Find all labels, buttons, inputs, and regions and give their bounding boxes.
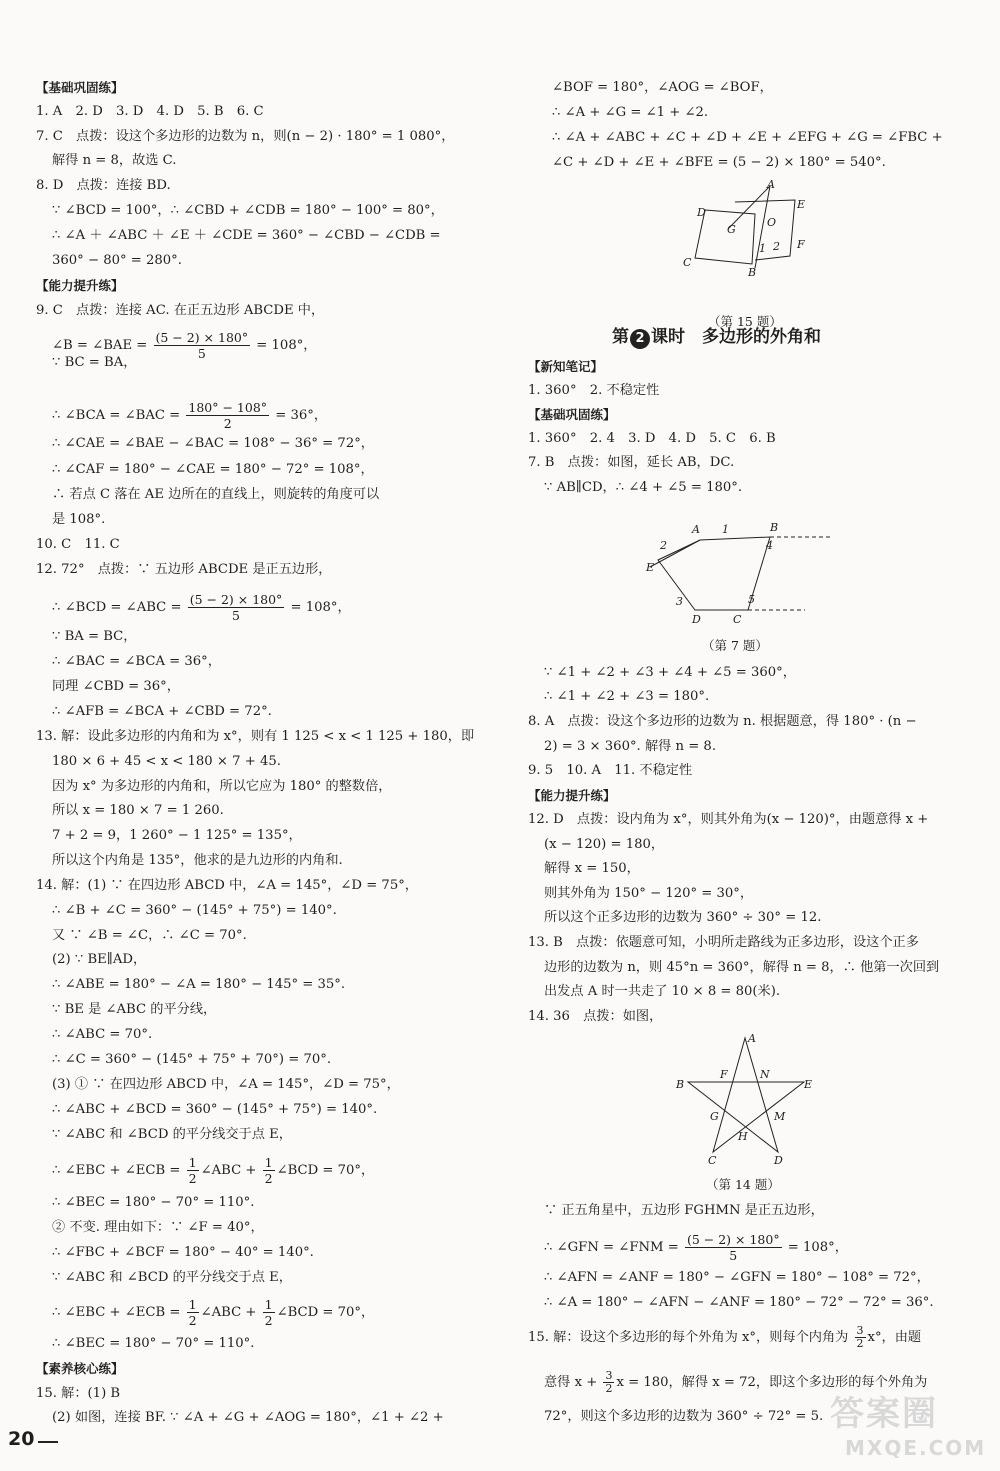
text-line: ∴ ∠ABE = 180° − ∠A = 180° − 145° = 35°. [52, 977, 346, 992]
text-line: ∴ ∠A + ∠ABC + ∠C + ∠D + ∠E + ∠EFG + ∠G = ∠FBC + [552, 130, 943, 145]
text-line: 10. C 11. C [36, 537, 120, 552]
text-line: 又 ∵ ∠B = ∠C，∴ ∠C = 70°. [52, 928, 247, 943]
q15-solution-line-1: 15. 解：设这个多边形的每个外角为 x°，则每个内角为 $\frac{3}{2}$ x°，由题 [528, 1324, 922, 1350]
text-line: 所以这个正多边形的边数为 360° ÷ 30° = 12. [544, 910, 822, 925]
text-line: 边形的边数为 n，则 45°n = 360°，解得 n = 8，∴ 他第一次回到 [544, 960, 940, 975]
text-line: 1. 360° 2. 4 3. D 4. D 5. C 6. B [528, 431, 776, 446]
q14-ebc-formula-1: ∴ ∠EBC + ∠ECB = $\frac{1}{2}$ ∠ABC + $\frac{1}{2}$ ∠BCD = 70°， [52, 1155, 375, 1186]
text-line: 同理 ∠CBD = 36°， [52, 679, 180, 694]
text-line: ∵ 正五角星中，五边形 FGHMN 是正五边形， [544, 1203, 824, 1218]
fig15-label: B [748, 266, 757, 279]
fig14-label: B [676, 1078, 685, 1091]
text-line: ∴ ∠C = 360° − (145° + 75° + 70°) = 70°. [52, 1052, 332, 1067]
fig14-label: M [774, 1110, 786, 1123]
text-line: 9. 5 10. A 11. 不稳定性 [528, 763, 693, 778]
text-line: ∴ ∠ABC + ∠BCD = 360° − (145° + 75°) = 140°. [52, 1102, 378, 1117]
text-line: ∵ BE 是 ∠ABC 的平分线， [52, 1002, 217, 1017]
text-line: ∵ BC = BA， [52, 355, 137, 370]
text-line: ∴ ∠BAC = ∠BCA = 36°， [52, 654, 221, 669]
q9-angle-bca-formula: ∴ ∠BCA = ∠BAC = $\frac{180^\circ - 108^\circ}{2}$ = 36°， [52, 400, 328, 431]
fig7-label: A [692, 523, 700, 536]
fig7-label: 1 [722, 523, 729, 536]
section-heading: 【基础巩固练】 [528, 407, 616, 422]
text-line: 解得 x = 150， [544, 861, 640, 876]
q14-gfn-formula: ∴ ∠GFN = ∠FNM = $\frac{(5 - 2) \times 180^\circ}{5}$ = 108°， [544, 1232, 848, 1263]
text-line: 所以这个内角是 135°，他求的是九边形的内角和. [52, 853, 343, 868]
fig14-label: A [748, 1032, 756, 1045]
text-line: 180 × 6 + 45 < x < 180 × 7 + 45. [52, 754, 281, 769]
fig7-label: 4 [766, 539, 773, 552]
section-heading: 【能力提升练】 [36, 278, 124, 293]
text-line: 14. 解：(1) ∵ 在四边形 ABCD 中，∠A = 145°，∠D = 75°， [36, 878, 418, 893]
fig14-label: H [738, 1130, 748, 1143]
fig7-label: E [646, 561, 655, 574]
text-line: ∵ ∠1 + ∠2 + ∠3 + ∠4 + ∠5 = 360°， [544, 665, 796, 680]
text-line: 13. B 点拨：依题意可知，小明所走路线为正多边形，设这个正多 [528, 935, 919, 950]
q15-solution-line-2: 意得 x + $\frac{3}{2}$ x = 180，解得 x = 72，即这个多边形的每个外角为 [544, 1369, 928, 1395]
fig15-label: G [727, 223, 736, 236]
text-line: 7 + 2 = 9，1 260° − 1 125° = 135°， [52, 828, 302, 843]
fig7-label: C [733, 613, 742, 626]
fig14-label: D [774, 1154, 783, 1167]
fig15-label: E [797, 198, 806, 211]
text-line: 13. 解：设此多边形的内角和为 x°，则有 1 125 < x < 1 125 + 180，即 [36, 729, 475, 744]
q12-angle-bcd-formula: ∴ ∠BCD = ∠ABC = $\frac{(5 - 2) \times 180^\circ}{5}$ = 108°， [52, 592, 351, 623]
text-line: ∠C + ∠D + ∠E + ∠BFE = (5 − 2) × 180° = 540°. [552, 155, 886, 170]
text-line: 7. C 点拨：设这个多边形的边数为 n，则(n − 2) · 180° = 1 080°， [36, 129, 455, 144]
text-line: (2) 如图，连接 BF. ∵ ∠A + ∠G + ∠AOG = 180°，∠1 + ∠2 + [52, 1410, 444, 1425]
text-line: 72°，则这个多边形的边数为 360° ÷ 72° = 5. [544, 1409, 824, 1424]
fig7-label: 3 [676, 595, 683, 608]
text-line: 解得 n = 8，故选 C. [52, 153, 177, 168]
figure-14-caption: （第 14 题） [706, 1177, 780, 1192]
text-line: 是 108°. [52, 512, 106, 527]
text-line: 1. A 2. D 3. D 4. D 5. B 6. C [36, 104, 264, 119]
text-line: ∴ ∠CAE = ∠BAE − ∠BAC = 108° − 36° = 72°， [52, 436, 374, 451]
figure-14 [670, 1030, 820, 1170]
section-heading: 【素养核心练】 [36, 1361, 124, 1376]
figure-15-caption: （第 15 题） [708, 314, 782, 329]
text-line: 则其外角为 150° − 120° = 30°， [544, 886, 754, 901]
fig15-label: C [683, 256, 692, 269]
fig15-label: D [697, 206, 706, 219]
fig7-label: 2 [660, 539, 667, 552]
fig7-label: 5 [748, 593, 755, 606]
page-number-rule [38, 1441, 58, 1443]
text-line: (3) ① ∵ 在四边形 ABCD 中，∠A = 145°，∠D = 75°， [52, 1077, 400, 1092]
text-line: ∴ ∠B + ∠C = 360° − (145° + 75°) = 140°. [52, 903, 337, 918]
text-line: 12. D 点拨：设内角为 x°，则其外角为(x − 120)°，由题意得 x + [528, 812, 929, 827]
text-line: 14. 36 点拨：如图， [528, 1009, 663, 1024]
text-line: ∴ ∠A + ∠G = ∠1 + ∠2. [552, 105, 709, 120]
fig14-label: F [720, 1068, 728, 1081]
text-line: 12. 72° 点拨：∵ 五边形 ABCDE 是正五边形， [36, 562, 332, 577]
text-line: 360° − 80° = 280°. [52, 253, 182, 268]
text-line: 2) = 3 × 360°. 解得 n = 8. [544, 739, 717, 754]
page-number: 20 [8, 1428, 35, 1450]
section-heading: 【新知笔记】 [528, 359, 604, 374]
text-line: 9. C 点拨：连接 AC. 在正五边形 ABCDE 中， [36, 303, 325, 318]
text-line: ∴ ∠AFN = ∠ANF = 180° − ∠GFN = 180° − 108° = 72°， [544, 1270, 930, 1285]
text-line: 出发点 A 时一共走了 10 × 8 = 80(米). [544, 984, 781, 999]
text-line: 因为 x° 为多边形的内角和，所以它应为 180° 的整数倍， [52, 779, 392, 794]
text-line: ∴ ∠A = 180° − ∠AFN − ∠ANF = 180° − 72° − 72° = 36°. [544, 1295, 934, 1310]
text-line: 7. B 点拨：如图，延长 AB，DC. [528, 455, 735, 470]
fig14-label: E [804, 1078, 813, 1091]
fig14-label: N [760, 1068, 770, 1081]
text-line: ∴ ∠A ＋ ∠ABC ＋ ∠E ＋ ∠CDE = 360° − ∠CBD − ∠CDB = [52, 228, 441, 243]
q9-angle-b-formula: ∠B = ∠BAE = $\frac{(5 - 2) \times 180^\circ}{5}$ = 108°， [52, 330, 317, 361]
text-line: ② 不变. 理由如下：∵ ∠F = 40°， [52, 1220, 264, 1235]
fig7-label: D [692, 613, 701, 626]
text-line: ∴ ∠ABC = 70°. [52, 1027, 153, 1042]
watermark-url: MXQE.COM [845, 1436, 987, 1460]
text-line: ∴ 若点 C 落在 AE 边所在的直线上，则旋转的角度可以 [52, 487, 380, 502]
text-line: 15. 解：(1) B [36, 1386, 121, 1401]
text-line: 所以 x = 180 × 7 = 1 260. [52, 803, 224, 818]
fig15-label: F [797, 238, 805, 251]
fig14-label: C [708, 1154, 717, 1167]
text-line: ∵ ∠ABC 和 ∠BCD 的平分线交于点 E， [52, 1127, 292, 1142]
figure-15 [675, 178, 825, 284]
text-line: ∴ ∠CAF = 180° − ∠CAE = 180° − 72° = 108°， [52, 462, 374, 477]
text-line: 1. 360° 2. 不稳定性 [528, 383, 660, 398]
fig15-label: O [767, 216, 777, 229]
fig7-label: B [770, 521, 779, 534]
figure-7 [640, 515, 840, 627]
lesson-title: 第 2 课时 多边形的外角和 [612, 327, 821, 347]
text-line: ∵ BA = BC， [52, 629, 137, 644]
text-line: ∵ ∠BCD = 100°，∴ ∠CBD + ∠CDB = 180° − 100° = 80°， [52, 203, 444, 218]
text-line: (x − 120) = 180， [544, 837, 665, 852]
text-line: ∴ ∠AFB = ∠BCA + ∠CBD = 72°. [52, 704, 272, 719]
fig15-label: A [767, 178, 775, 191]
watermark-logo: 答案圈 [830, 1394, 938, 1434]
fig15-label: 1 [759, 242, 766, 255]
text-line: ∴ ∠BEC = 180° − 70° = 110°. [52, 1195, 255, 1210]
fig14-label: G [710, 1110, 719, 1123]
fig15-label: 2 [773, 240, 780, 253]
section-heading: 【基础巩固练】 [36, 80, 124, 95]
text-line: ∴ ∠BEC = 180° − 70° = 110°. [52, 1336, 255, 1351]
text-line: 8. A 点拨：设这个多边形的边数为 n. 根据题意，得 180° · (n − [528, 714, 917, 729]
text-line: ∠BOF = 180°，∠AOG = ∠BOF， [552, 80, 773, 95]
q14-ebc-formula-2: ∴ ∠EBC + ∠ECB = $\frac{1}{2}$ ∠ABC + $\frac{1}{2}$ ∠BCD = 70°， [52, 1297, 375, 1328]
fig7-ext-line [650, 540, 700, 567]
figure-7-caption: （第 7 题） [702, 638, 768, 653]
text-line: ∴ ∠1 + ∠2 + ∠3 = 180°. [544, 689, 710, 704]
text-line: ∵ ∠ABC 和 ∠BCD 的平分线交于点 E， [52, 1270, 292, 1285]
text-line: 8. D 点拨：连接 BD. [36, 178, 171, 193]
section-heading: 【能力提升练】 [528, 788, 616, 803]
lesson-number-badge: 2 [630, 329, 650, 349]
text-line: ∴ ∠FBC + ∠BCF = 180° − 40° = 140°. [52, 1245, 314, 1260]
text-line: (2) ∵ BE∥AD， [52, 952, 147, 967]
text-line: ∵ AB∥CD，∴ ∠4 + ∠5 = 180°. [544, 480, 743, 495]
